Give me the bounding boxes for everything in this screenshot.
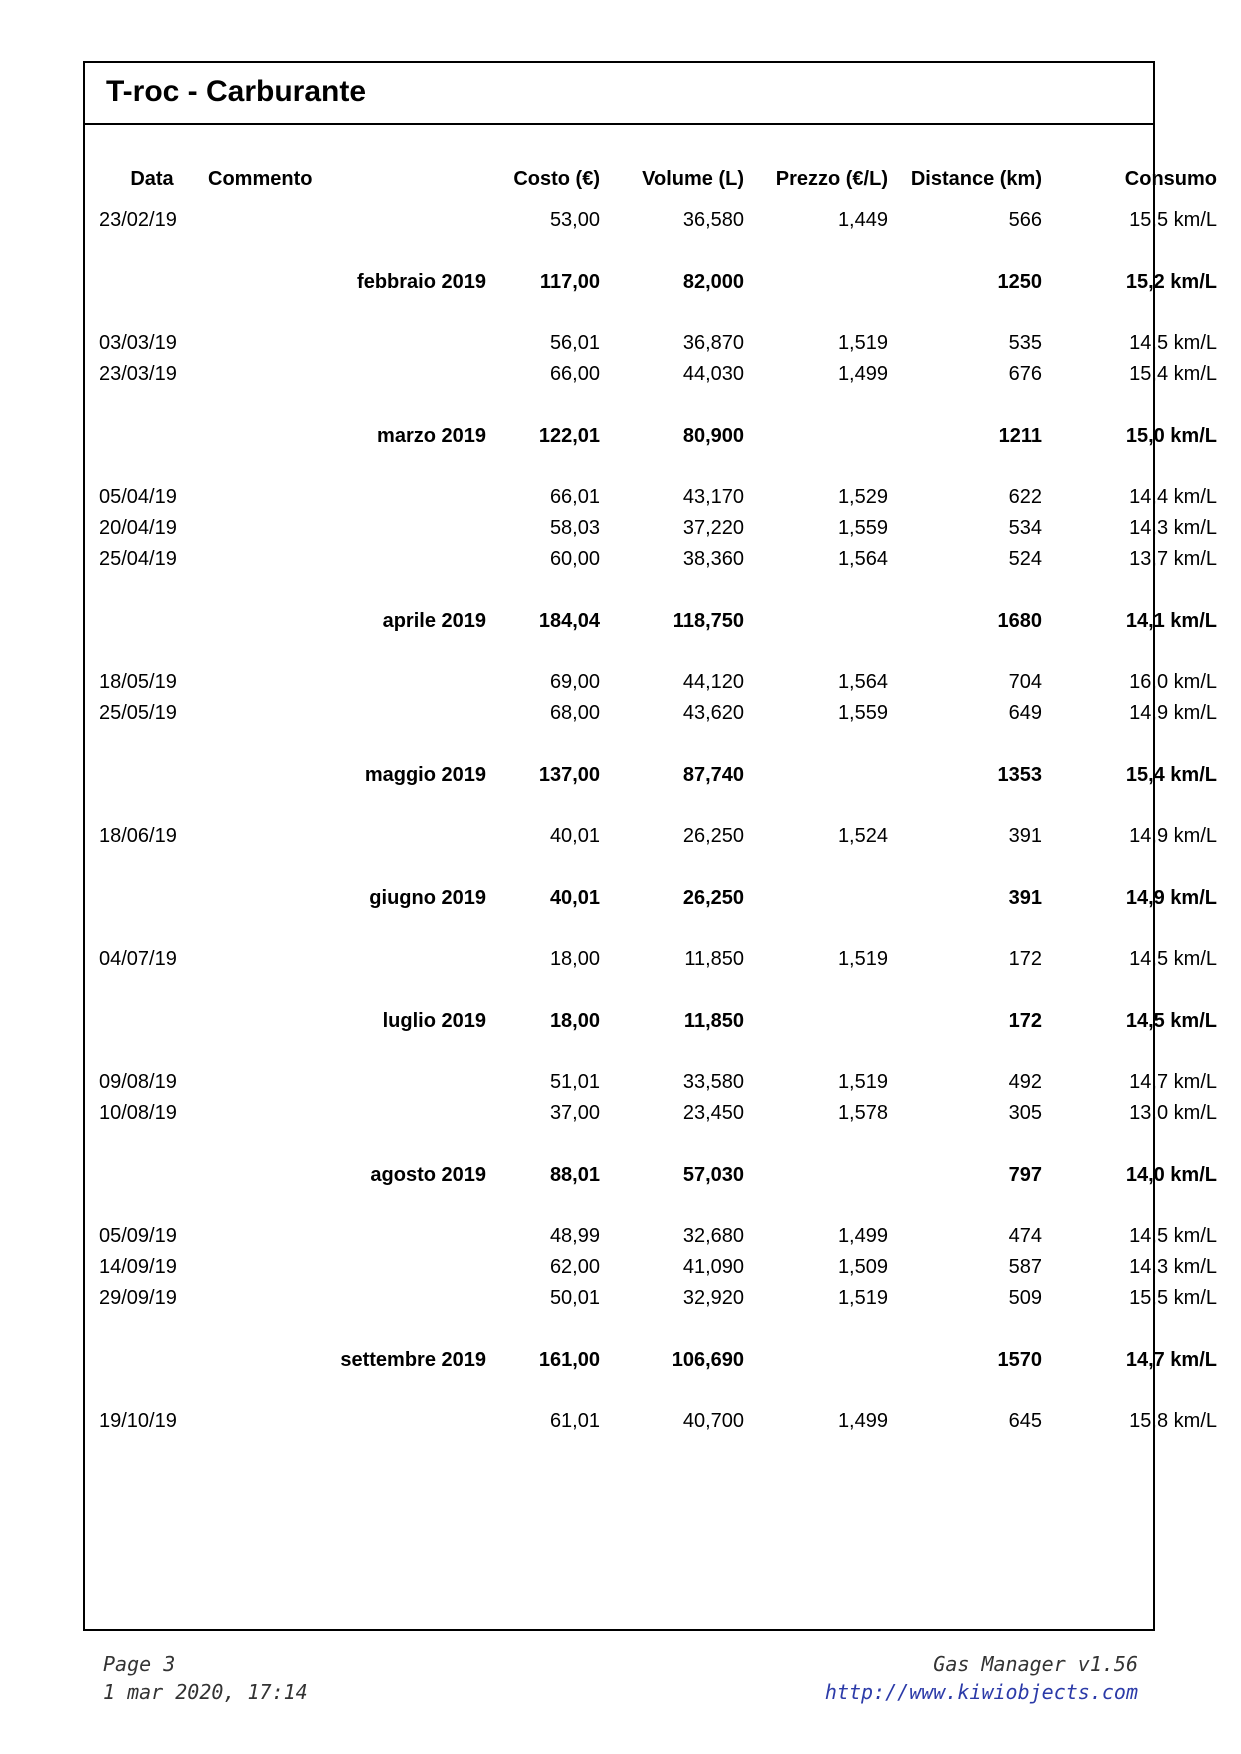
header-comment: Commento bbox=[208, 168, 313, 190]
summary-volume-cell: 80,900 bbox=[682, 425, 744, 447]
entry-distance-cell: 676 bbox=[1008, 363, 1042, 385]
entry-date-cell: 25/05/19 bbox=[99, 702, 177, 724]
entry-volume-cell: 44,030 bbox=[682, 363, 744, 385]
entry-volume-cell: 32,680 bbox=[682, 1225, 744, 1247]
entry-price-cell: 1,519 bbox=[837, 1287, 888, 1309]
app-version: Gas Manager v1.56 bbox=[933, 1652, 1138, 1676]
summary-comment-cell: settembre 2019 bbox=[340, 1349, 486, 1371]
entry-cost-cell: 48,99 bbox=[549, 1225, 600, 1247]
summary-distance-cell: 797 bbox=[1008, 1164, 1042, 1186]
summary-cost-cell: 40,01 bbox=[549, 887, 600, 909]
entry-distance-cell: 524 bbox=[1008, 548, 1042, 570]
fuel-table bbox=[85, 63, 1217, 1629]
entry-price-cell: 1,524 bbox=[837, 825, 888, 847]
summary-volume-cell: 118,750 bbox=[672, 610, 744, 632]
entry-volume-cell: 38,360 bbox=[682, 548, 744, 570]
website-link[interactable]: http://www.kiwiobjects.com bbox=[824, 1680, 1138, 1704]
summary-consumption-cell: 14,1 km/L bbox=[1125, 610, 1217, 632]
entry-consumption-cell: 14,9 km/L bbox=[1129, 702, 1217, 724]
entry-cost-cell: 68,00 bbox=[549, 702, 600, 724]
entry-distance-cell: 391 bbox=[1008, 825, 1042, 847]
entry-consumption-cell: 14,3 km/L bbox=[1129, 517, 1217, 539]
summary-distance-cell: 172 bbox=[1008, 1010, 1042, 1032]
entry-price-cell: 1,499 bbox=[837, 1410, 888, 1432]
summary-consumption-cell: 15,2 km/L bbox=[1125, 271, 1217, 293]
entry-distance-cell: 622 bbox=[1008, 486, 1042, 508]
summary-comment-cell: marzo 2019 bbox=[377, 425, 486, 447]
summary-comment-cell: febbraio 2019 bbox=[357, 271, 486, 293]
entry-consumption-cell: 16,0 km/L bbox=[1129, 671, 1217, 693]
entry-price-cell: 1,529 bbox=[837, 486, 888, 508]
entry-volume-cell: 26,250 bbox=[682, 825, 744, 847]
entry-price-cell: 1,509 bbox=[837, 1256, 888, 1278]
summary-cost-cell: 122,01 bbox=[538, 425, 600, 447]
entry-date-cell: 23/02/19 bbox=[99, 209, 177, 231]
entry-volume-cell: 33,580 bbox=[682, 1071, 744, 1093]
entry-date-cell: 05/04/19 bbox=[99, 486, 177, 508]
entry-price-cell: 1,564 bbox=[837, 548, 888, 570]
page-number: Page 3 bbox=[103, 1652, 176, 1676]
entry-price-cell: 1,519 bbox=[837, 332, 888, 354]
summary-distance-cell: 1353 bbox=[997, 764, 1042, 786]
summary-cost-cell: 18,00 bbox=[549, 1010, 600, 1032]
entry-consumption-cell: 14,5 km/L bbox=[1129, 332, 1217, 354]
summary-volume-cell: 87,740 bbox=[682, 764, 744, 786]
entry-distance-cell: 566 bbox=[1008, 209, 1042, 231]
header-consumption: Consumo bbox=[1124, 168, 1217, 190]
entry-volume-cell: 36,870 bbox=[682, 332, 744, 354]
entry-date-cell: 09/08/19 bbox=[99, 1071, 177, 1093]
entry-consumption-cell: 14,3 km/L bbox=[1129, 1256, 1217, 1278]
footer-left bbox=[103, 1650, 308, 1706]
entry-volume-cell: 32,920 bbox=[682, 1287, 744, 1309]
entry-cost-cell: 56,01 bbox=[549, 332, 600, 354]
summary-comment-cell: aprile 2019 bbox=[382, 610, 486, 632]
entry-date-cell: 04/07/19 bbox=[99, 948, 177, 970]
entry-distance-cell: 535 bbox=[1008, 332, 1042, 354]
entry-consumption-cell: 13,7 km/L bbox=[1129, 548, 1217, 570]
entry-price-cell: 1,578 bbox=[837, 1102, 888, 1124]
entry-consumption-cell: 15,4 km/L bbox=[1129, 363, 1217, 385]
entry-price-cell: 1,519 bbox=[837, 948, 888, 970]
summary-volume-cell: 57,030 bbox=[682, 1164, 744, 1186]
entry-cost-cell: 62,00 bbox=[549, 1256, 600, 1278]
entry-price-cell: 1,499 bbox=[837, 363, 888, 385]
summary-volume-cell: 11,850 bbox=[683, 1010, 744, 1032]
entry-distance-cell: 645 bbox=[1008, 1410, 1042, 1432]
entry-cost-cell: 66,00 bbox=[549, 363, 600, 385]
summary-distance-cell: 391 bbox=[1008, 887, 1042, 909]
summary-consumption-cell: 14,0 km/L bbox=[1125, 1164, 1217, 1186]
entry-date-cell: 25/04/19 bbox=[99, 548, 177, 570]
print-date: 1 mar 2020, 17:14 bbox=[103, 1680, 308, 1704]
entry-distance-cell: 534 bbox=[1008, 517, 1042, 539]
entry-price-cell: 1,564 bbox=[837, 671, 888, 693]
entry-date-cell: 20/04/19 bbox=[99, 517, 177, 539]
header-price: Prezzo (€/L) bbox=[775, 168, 888, 190]
summary-consumption-cell: 14,5 km/L bbox=[1125, 1010, 1217, 1032]
summary-cost-cell: 161,00 bbox=[538, 1349, 600, 1371]
entry-date-cell: 19/10/19 bbox=[99, 1410, 177, 1432]
header-volume: Volume (L) bbox=[642, 168, 744, 190]
entry-volume-cell: 36,580 bbox=[682, 209, 744, 231]
summary-consumption-cell: 15,0 km/L bbox=[1125, 425, 1217, 447]
entry-date-cell: 10/08/19 bbox=[99, 1102, 177, 1124]
entry-cost-cell: 18,00 bbox=[549, 948, 600, 970]
header-cost: Costo (€) bbox=[513, 168, 600, 190]
entry-volume-cell: 41,090 bbox=[682, 1256, 744, 1278]
summary-cost-cell: 184,04 bbox=[538, 610, 600, 632]
entry-cost-cell: 58,03 bbox=[549, 517, 600, 539]
entry-cost-cell: 66,01 bbox=[549, 486, 600, 508]
summary-comment-cell: maggio 2019 bbox=[364, 764, 486, 786]
entry-distance-cell: 704 bbox=[1008, 671, 1042, 693]
entry-consumption-cell: 15,5 km/L bbox=[1129, 1287, 1217, 1309]
report-frame bbox=[83, 61, 1217, 1631]
entry-price-cell: 1,559 bbox=[837, 517, 888, 539]
entry-date-cell: 29/09/19 bbox=[99, 1287, 177, 1309]
entry-distance-cell: 587 bbox=[1008, 1256, 1042, 1278]
summary-cost-cell: 137,00 bbox=[538, 764, 600, 786]
entry-price-cell: 1,559 bbox=[837, 702, 888, 724]
summary-comment-cell: giugno 2019 bbox=[369, 887, 486, 909]
entry-consumption-cell: 14,5 km/L bbox=[1129, 1225, 1217, 1247]
header-date: Data bbox=[130, 168, 174, 190]
entry-date-cell: 14/09/19 bbox=[99, 1256, 177, 1278]
entry-distance-cell: 474 bbox=[1008, 1225, 1042, 1247]
summary-cost-cell: 117,00 bbox=[539, 271, 600, 293]
entry-consumption-cell: 14,5 km/L bbox=[1129, 948, 1217, 970]
summary-comment-cell: luglio 2019 bbox=[382, 1010, 486, 1032]
entry-cost-cell: 69,00 bbox=[549, 671, 600, 693]
entry-date-cell: 18/06/19 bbox=[99, 825, 177, 847]
summary-volume-cell: 106,690 bbox=[671, 1349, 744, 1371]
entry-date-cell: 18/05/19 bbox=[99, 671, 177, 693]
entry-cost-cell: 40,01 bbox=[549, 825, 600, 847]
summary-volume-cell: 26,250 bbox=[682, 887, 744, 909]
entry-volume-cell: 43,620 bbox=[682, 702, 744, 724]
summary-distance-cell: 1250 bbox=[997, 271, 1042, 293]
entry-distance-cell: 172 bbox=[1008, 948, 1042, 970]
entry-volume-cell: 43,170 bbox=[682, 486, 744, 508]
entry-consumption-cell: 14,7 km/L bbox=[1129, 1071, 1217, 1093]
entry-distance-cell: 492 bbox=[1008, 1071, 1042, 1093]
entry-date-cell: 03/03/19 bbox=[99, 332, 177, 354]
entry-consumption-cell: 14,9 km/L bbox=[1129, 825, 1217, 847]
entry-volume-cell: 11,850 bbox=[684, 948, 744, 970]
entry-consumption-cell: 14,4 km/L bbox=[1129, 486, 1217, 508]
entry-volume-cell: 23,450 bbox=[682, 1102, 744, 1124]
entry-cost-cell: 60,00 bbox=[549, 548, 600, 570]
entry-cost-cell: 51,01 bbox=[549, 1071, 600, 1093]
entry-volume-cell: 37,220 bbox=[682, 517, 744, 539]
entry-distance-cell: 509 bbox=[1008, 1287, 1042, 1309]
summary-cost-cell: 88,01 bbox=[549, 1164, 600, 1186]
entry-cost-cell: 37,00 bbox=[549, 1102, 600, 1124]
summary-volume-cell: 82,000 bbox=[682, 271, 744, 293]
entry-date-cell: 05/09/19 bbox=[99, 1225, 177, 1247]
summary-consumption-cell: 14,7 km/L bbox=[1125, 1349, 1217, 1371]
entry-price-cell: 1,519 bbox=[837, 1071, 888, 1093]
entry-consumption-cell: 15,8 km/L bbox=[1129, 1410, 1217, 1432]
entry-volume-cell: 40,700 bbox=[682, 1410, 744, 1432]
entry-distance-cell: 305 bbox=[1008, 1102, 1042, 1124]
entry-cost-cell: 61,01 bbox=[549, 1410, 600, 1432]
summary-consumption-cell: 14,9 km/L bbox=[1125, 887, 1217, 909]
footer-right bbox=[825, 1650, 1138, 1706]
entry-price-cell: 1,449 bbox=[837, 209, 888, 231]
summary-consumption-cell: 15,4 km/L bbox=[1125, 764, 1217, 786]
summary-distance-cell: 1680 bbox=[997, 610, 1042, 632]
summary-distance-cell: 1570 bbox=[997, 1349, 1042, 1371]
entry-volume-cell: 44,120 bbox=[682, 671, 744, 693]
summary-comment-cell: agosto 2019 bbox=[370, 1164, 486, 1186]
entry-cost-cell: 53,00 bbox=[549, 209, 600, 231]
entry-price-cell: 1,499 bbox=[837, 1225, 888, 1247]
entry-cost-cell: 50,01 bbox=[549, 1287, 600, 1309]
entry-date-cell: 23/03/19 bbox=[99, 363, 177, 385]
entry-consumption-cell: 15,5 km/L bbox=[1129, 209, 1217, 231]
summary-distance-cell: 1211 bbox=[998, 425, 1042, 447]
entry-consumption-cell: 13,0 km/L bbox=[1129, 1102, 1217, 1124]
entry-distance-cell: 649 bbox=[1008, 702, 1042, 724]
header-distance: Distance (km) bbox=[910, 168, 1042, 190]
page-title: T-roc - Carburante bbox=[106, 75, 367, 108]
